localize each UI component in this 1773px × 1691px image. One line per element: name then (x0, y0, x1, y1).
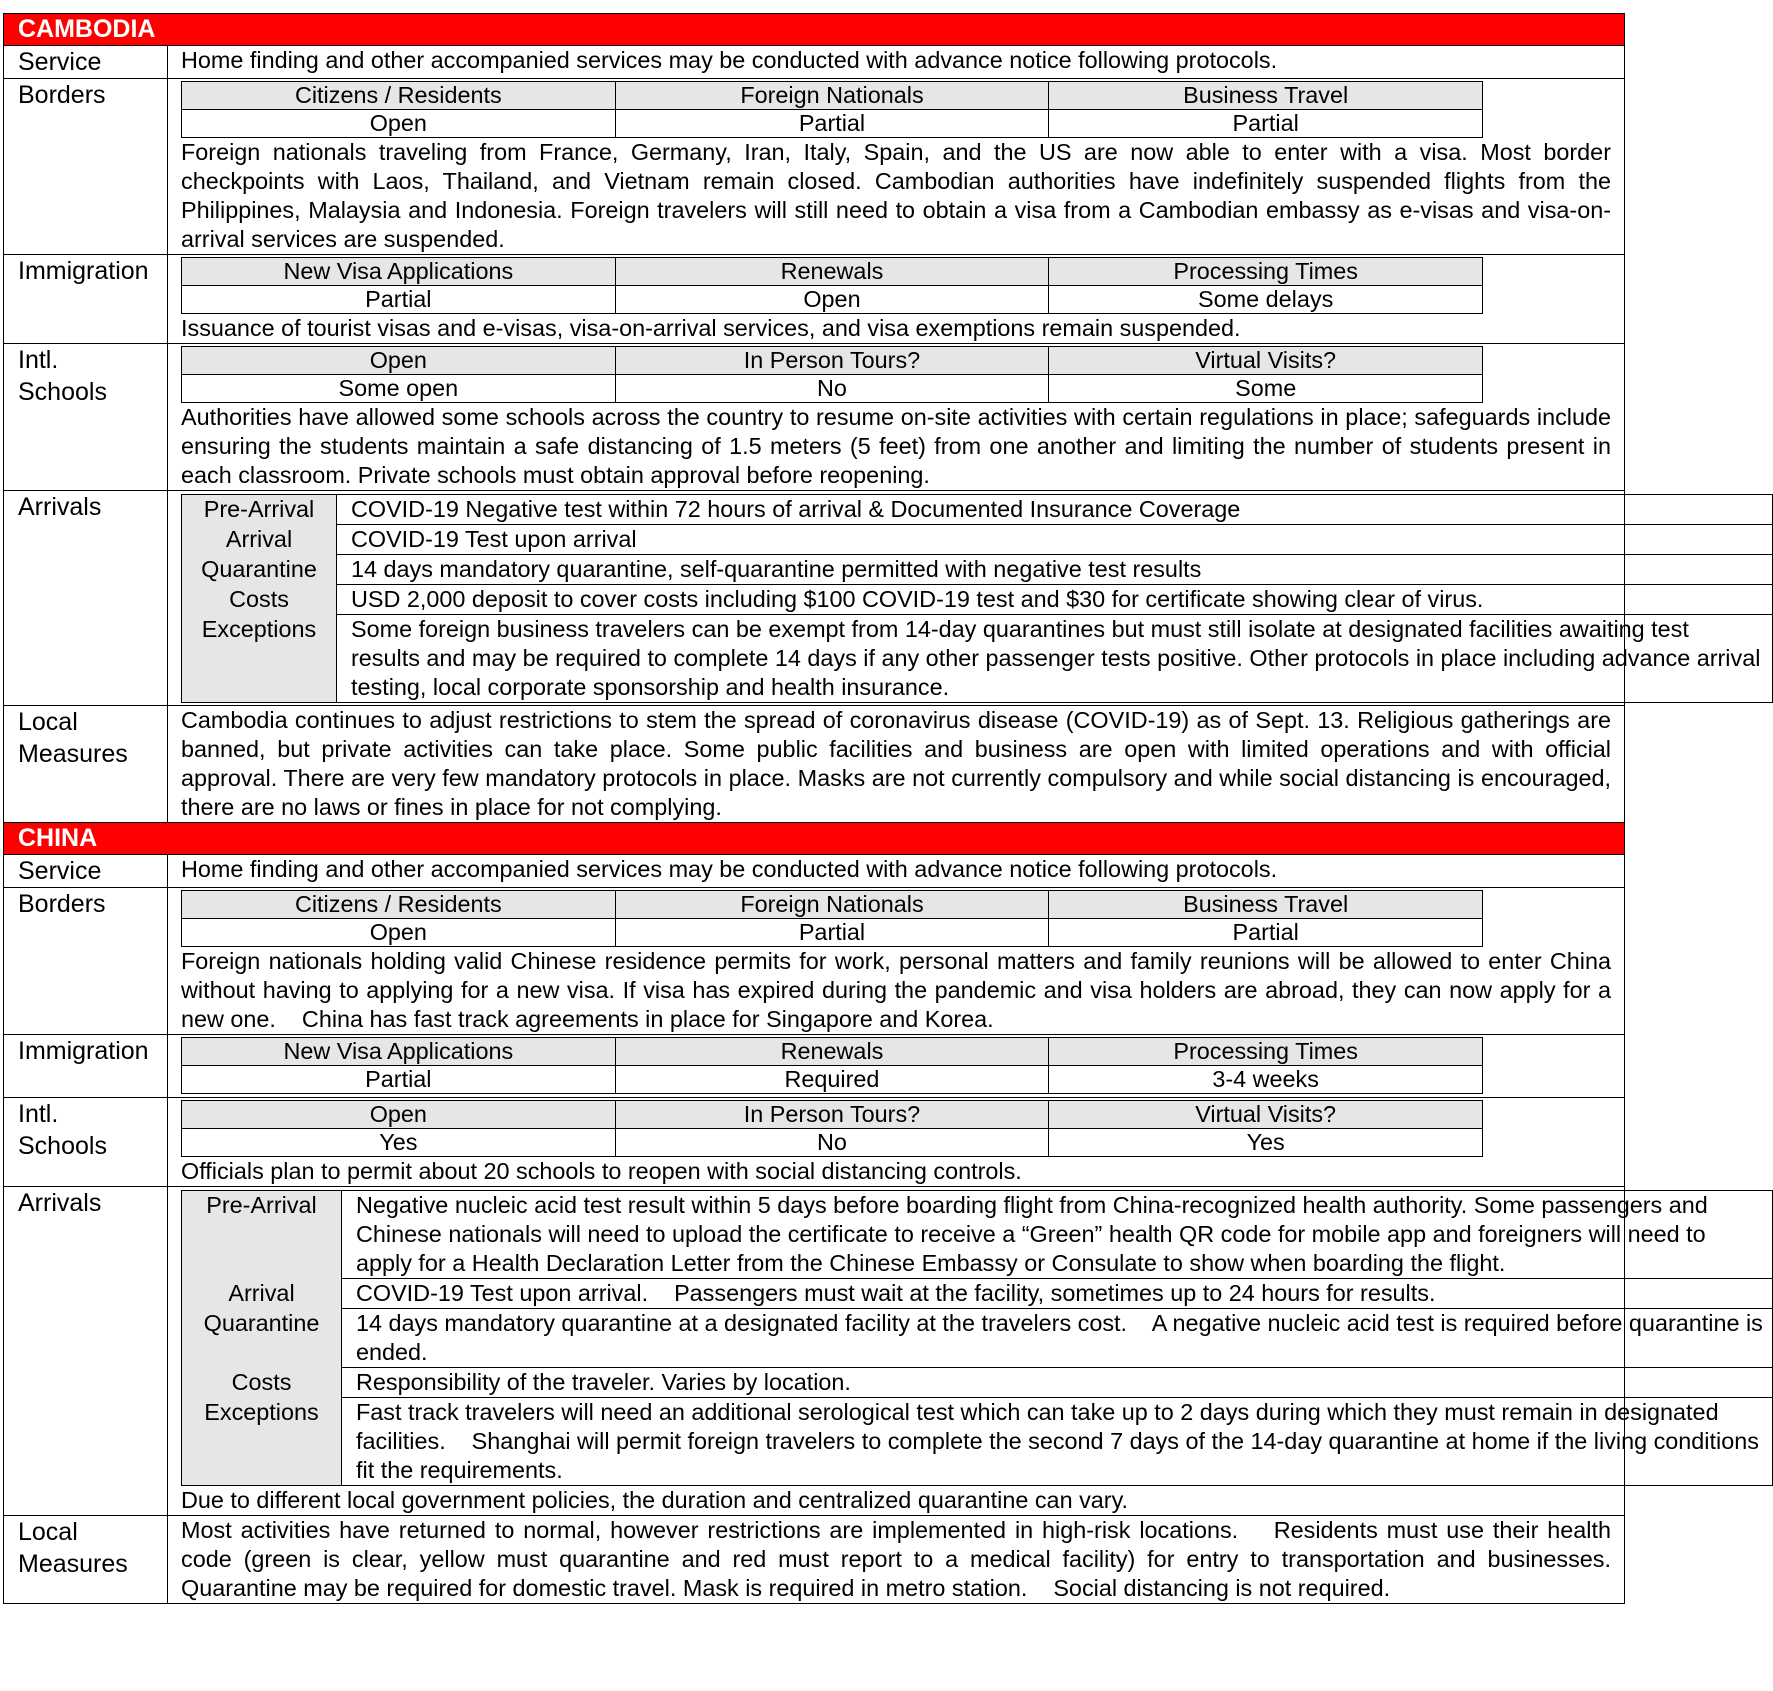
cambodia-borders-row (4, 79, 1625, 255)
arrivals-value: COVID-19 Test upon arrival (337, 525, 1773, 555)
arrivals-key: Quarantine (182, 1309, 342, 1368)
status-header: In Person Tours? (615, 1101, 1049, 1129)
service-text: Home finding and other accompanied services may be conducted with advance notice following protocols. (181, 856, 1278, 882)
arrivals-key: Arrival (182, 525, 337, 555)
arrivals-row (182, 1279, 1773, 1309)
status-header: Processing Times (1049, 258, 1483, 286)
status-header: New Visa Applications (182, 1038, 616, 1066)
status-value: Open (615, 286, 1049, 314)
cambodia-header-row (4, 14, 1625, 46)
country-restrictions-table (3, 13, 1770, 1604)
arrivals-value: Fast track travelers will need an additional serological test which can take up to 2 days during which they must remain in designated facilities. Shanghai will permit foreign travelers to complete the second 7 days of the 14-day quarantine at home if the living conditions fit the requirements. (342, 1398, 1773, 1486)
row-label-service: Service (4, 46, 168, 79)
status-value: Partial (182, 1066, 616, 1094)
schools-status-table (181, 346, 1483, 403)
country-title-cambodia: CAMBODIA (4, 14, 1625, 46)
arrivals-value: USD 2,000 deposit to cover costs including $100 COVID-19 test and $30 for certificate showing clear of virus. (337, 585, 1773, 615)
arrivals-key: Arrival (182, 1279, 342, 1309)
label-line: Schools (18, 1132, 107, 1160)
status-value: Open (182, 110, 616, 138)
status-header: New Visa Applications (182, 258, 616, 286)
immigration-text: Issuance of tourist visas and e-visas, visa-on-arrival services, and visa exemptions remain suspended. (181, 315, 1241, 341)
country-title-china: CHINA (4, 823, 1625, 855)
arrivals-note: Due to different local government policies, the duration and centralized quarantine can vary. (181, 1487, 1129, 1513)
status-value: Some open (182, 375, 616, 403)
row-label-arrivals: Arrivals (4, 491, 168, 706)
arrivals-key: Costs (182, 1368, 342, 1398)
status-value: Yes (182, 1129, 616, 1157)
status-value: Partial (1049, 110, 1483, 138)
cambodia-local-row (4, 706, 1625, 823)
status-header: Processing Times (1049, 1038, 1483, 1066)
arrivals-value: Responsibility of the traveler. Varies by location. (342, 1368, 1773, 1398)
arrivals-value: 14 days mandatory quarantine at a designated facility at the travelers cost. A negative nucleic acid test is required before quarantine is ended. (342, 1309, 1773, 1368)
arrivals-key: Exceptions (182, 1398, 342, 1486)
row-label-arrivals: Arrivals (4, 1187, 168, 1516)
label-line: Local (18, 1518, 78, 1546)
label-line: Measures (18, 740, 128, 768)
borders-status-table (181, 81, 1483, 138)
status-value: Partial (615, 110, 1049, 138)
row-label-immigration: Immigration (4, 255, 168, 344)
arrivals-row (182, 1398, 1773, 1486)
arrivals-value: Negative nucleic acid test result within 5 days before boarding flight from China-recognized health authority. Some passengers and Chinese nationals will need to upload the certificate to receive a “Green” health QR code for mobile app and foreigners will need to apply for a Health Declaration Letter from the Chinese Embassy or Consulate to show when boarding the flight. (342, 1191, 1773, 1279)
status-header: In Person Tours? (615, 347, 1049, 375)
schools-status-table (181, 1100, 1483, 1157)
row-label-borders: Borders (4, 888, 168, 1035)
label-line: Intl. (18, 346, 59, 374)
arrivals-key: Quarantine (182, 555, 337, 585)
status-value: No (615, 1129, 1049, 1157)
china-service-row (4, 855, 1625, 888)
cambodia-arrivals-row (4, 491, 1625, 706)
status-value: Partial (1049, 919, 1483, 947)
row-label-schools (4, 344, 168, 491)
status-value: Partial (615, 919, 1049, 947)
status-header: Virtual Visits? (1049, 347, 1483, 375)
status-header: Citizens / Residents (182, 82, 616, 110)
schools-text: Officials plan to permit about 20 schools to reopen with social distancing controls. (181, 1158, 1022, 1184)
arrivals-row (182, 1309, 1773, 1368)
cambodia-service-row (4, 46, 1625, 79)
arrivals-row (182, 525, 1773, 555)
arrivals-row (182, 555, 1773, 585)
status-header: Renewals (615, 258, 1049, 286)
arrivals-row (182, 585, 1773, 615)
arrivals-row (182, 1368, 1773, 1398)
row-label-local-measures (4, 1516, 168, 1604)
status-value: Required (615, 1066, 1049, 1094)
china-arrivals-row (4, 1187, 1625, 1516)
china-schools-row (4, 1098, 1625, 1187)
row-label-local-measures (4, 706, 168, 823)
local-measures-text: Most activities have returned to normal, however restrictions are implemented in high-risk locations. Residents must use their health code (green is clear, yellow must quarantine and red must report to a medical facility) for entry to transportation and businesses. Quarantine may be required for domestic travel. Mask is required in metro station. Social distancing is not required. (181, 1517, 1618, 1601)
borders-text: Foreign nationals holding valid Chinese residence permits for work, personal matters and family reunions will be allowed to enter China without having to applying for a new visa. If visa has expired during the pandemic and visa holders are abroad, they can now apply for a new one. China has fast track agreements in place for Singapore and Korea. (181, 948, 1618, 1032)
arrivals-value: Some foreign business travelers can be exempt from 14-day quarantines but must still isolate at designated facilities awaiting test results and may be required to complete 14 days if any other passenger tests positive. Other protocols in place including advance arrival testing, local corporate sponsorship and health insurance. (337, 615, 1773, 703)
status-value: Partial (182, 286, 616, 314)
status-header: Foreign Nationals (615, 82, 1049, 110)
status-header: Citizens / Residents (182, 891, 616, 919)
schools-text: Authorities have allowed some schools across the country to resume on-site activities with certain regulations in place; safeguards include ensuring the students maintain a safe distancing of 1.5 meters (5 feet) from one another and limiting the number of students present in each classroom. Private schools must obtain approval before reopening. (181, 404, 1611, 488)
arrivals-key: Costs (182, 585, 337, 615)
arrivals-row (182, 495, 1773, 525)
cambodia-immigration-row (4, 255, 1625, 344)
china-header-row (4, 823, 1625, 855)
arrivals-row (182, 615, 1773, 703)
immigration-status-table (181, 1037, 1483, 1094)
label-line: Measures (18, 1550, 128, 1578)
arrivals-row (182, 1191, 1773, 1279)
row-label-borders: Borders (4, 79, 168, 255)
china-local-row (4, 1516, 1625, 1604)
service-text: Home finding and other accompanied services may be conducted with advance notice following protocols. (181, 47, 1278, 73)
china-immigration-row (4, 1035, 1625, 1098)
status-value: Open (182, 919, 616, 947)
status-header: Foreign Nationals (615, 891, 1049, 919)
arrivals-key: Pre-Arrival (182, 1191, 342, 1279)
status-header: Virtual Visits? (1049, 1101, 1483, 1129)
status-value: No (615, 375, 1049, 403)
label-line: Local (18, 708, 78, 736)
arrivals-key: Exceptions (182, 615, 337, 703)
borders-text: Foreign nationals traveling from France, Germany, Iran, Italy, Spain, and the US are now able to enter with a visa. Most border checkpoints with Laos, Thailand, and Vietnam remain closed. Cambodian authorities have indefinitely suspended flights from the Philippines, Malaysia and Indonesia. Foreign travelers will still need to obtain a visa from a Cambodian embassy as e-visas and visa-on-arrival services are suspended. (181, 139, 1611, 252)
arrivals-value: COVID-19 Test upon arrival. Passengers must wait at the facility, sometimes up to 24 hours for results. (342, 1279, 1773, 1309)
status-header: Business Travel (1049, 82, 1483, 110)
status-value: Some delays (1049, 286, 1483, 314)
local-measures-text: Cambodia continues to adjust restrictions to stem the spread of coronavirus disease (COVID-19) as of Sept. 13. Religious gatherings are banned, but private activities can take place. Some public facilities and business are open with limited operations and with official approval. There are very few mandatory protocols in place. Masks are not currently compulsory and while social distancing is encouraged, there are no laws or fines in place for not complying. (181, 707, 1611, 820)
status-header: Open (182, 1101, 616, 1129)
row-label-schools (4, 1098, 168, 1187)
status-header: Open (182, 347, 616, 375)
china-borders-row (4, 888, 1625, 1035)
arrivals-table (181, 1190, 1773, 1486)
status-value: Yes (1049, 1129, 1483, 1157)
status-value: Some (1049, 375, 1483, 403)
status-value: 3-4 weeks (1049, 1066, 1483, 1094)
arrivals-table (181, 494, 1773, 703)
immigration-status-table (181, 257, 1483, 314)
borders-status-table (181, 890, 1483, 947)
status-header: Business Travel (1049, 891, 1483, 919)
document-page (3, 13, 1770, 1604)
arrivals-key: Pre-Arrival (182, 495, 337, 525)
label-line: Schools (18, 378, 107, 406)
arrivals-value: COVID-19 Negative test within 72 hours of arrival & Documented Insurance Coverage (337, 495, 1773, 525)
status-header: Renewals (615, 1038, 1049, 1066)
row-label-service: Service (4, 855, 168, 888)
row-label-immigration: Immigration (4, 1035, 168, 1098)
cambodia-schools-row (4, 344, 1625, 491)
arrivals-value: 14 days mandatory quarantine, self-quarantine permitted with negative test results (337, 555, 1773, 585)
label-line: Intl. (18, 1100, 59, 1128)
